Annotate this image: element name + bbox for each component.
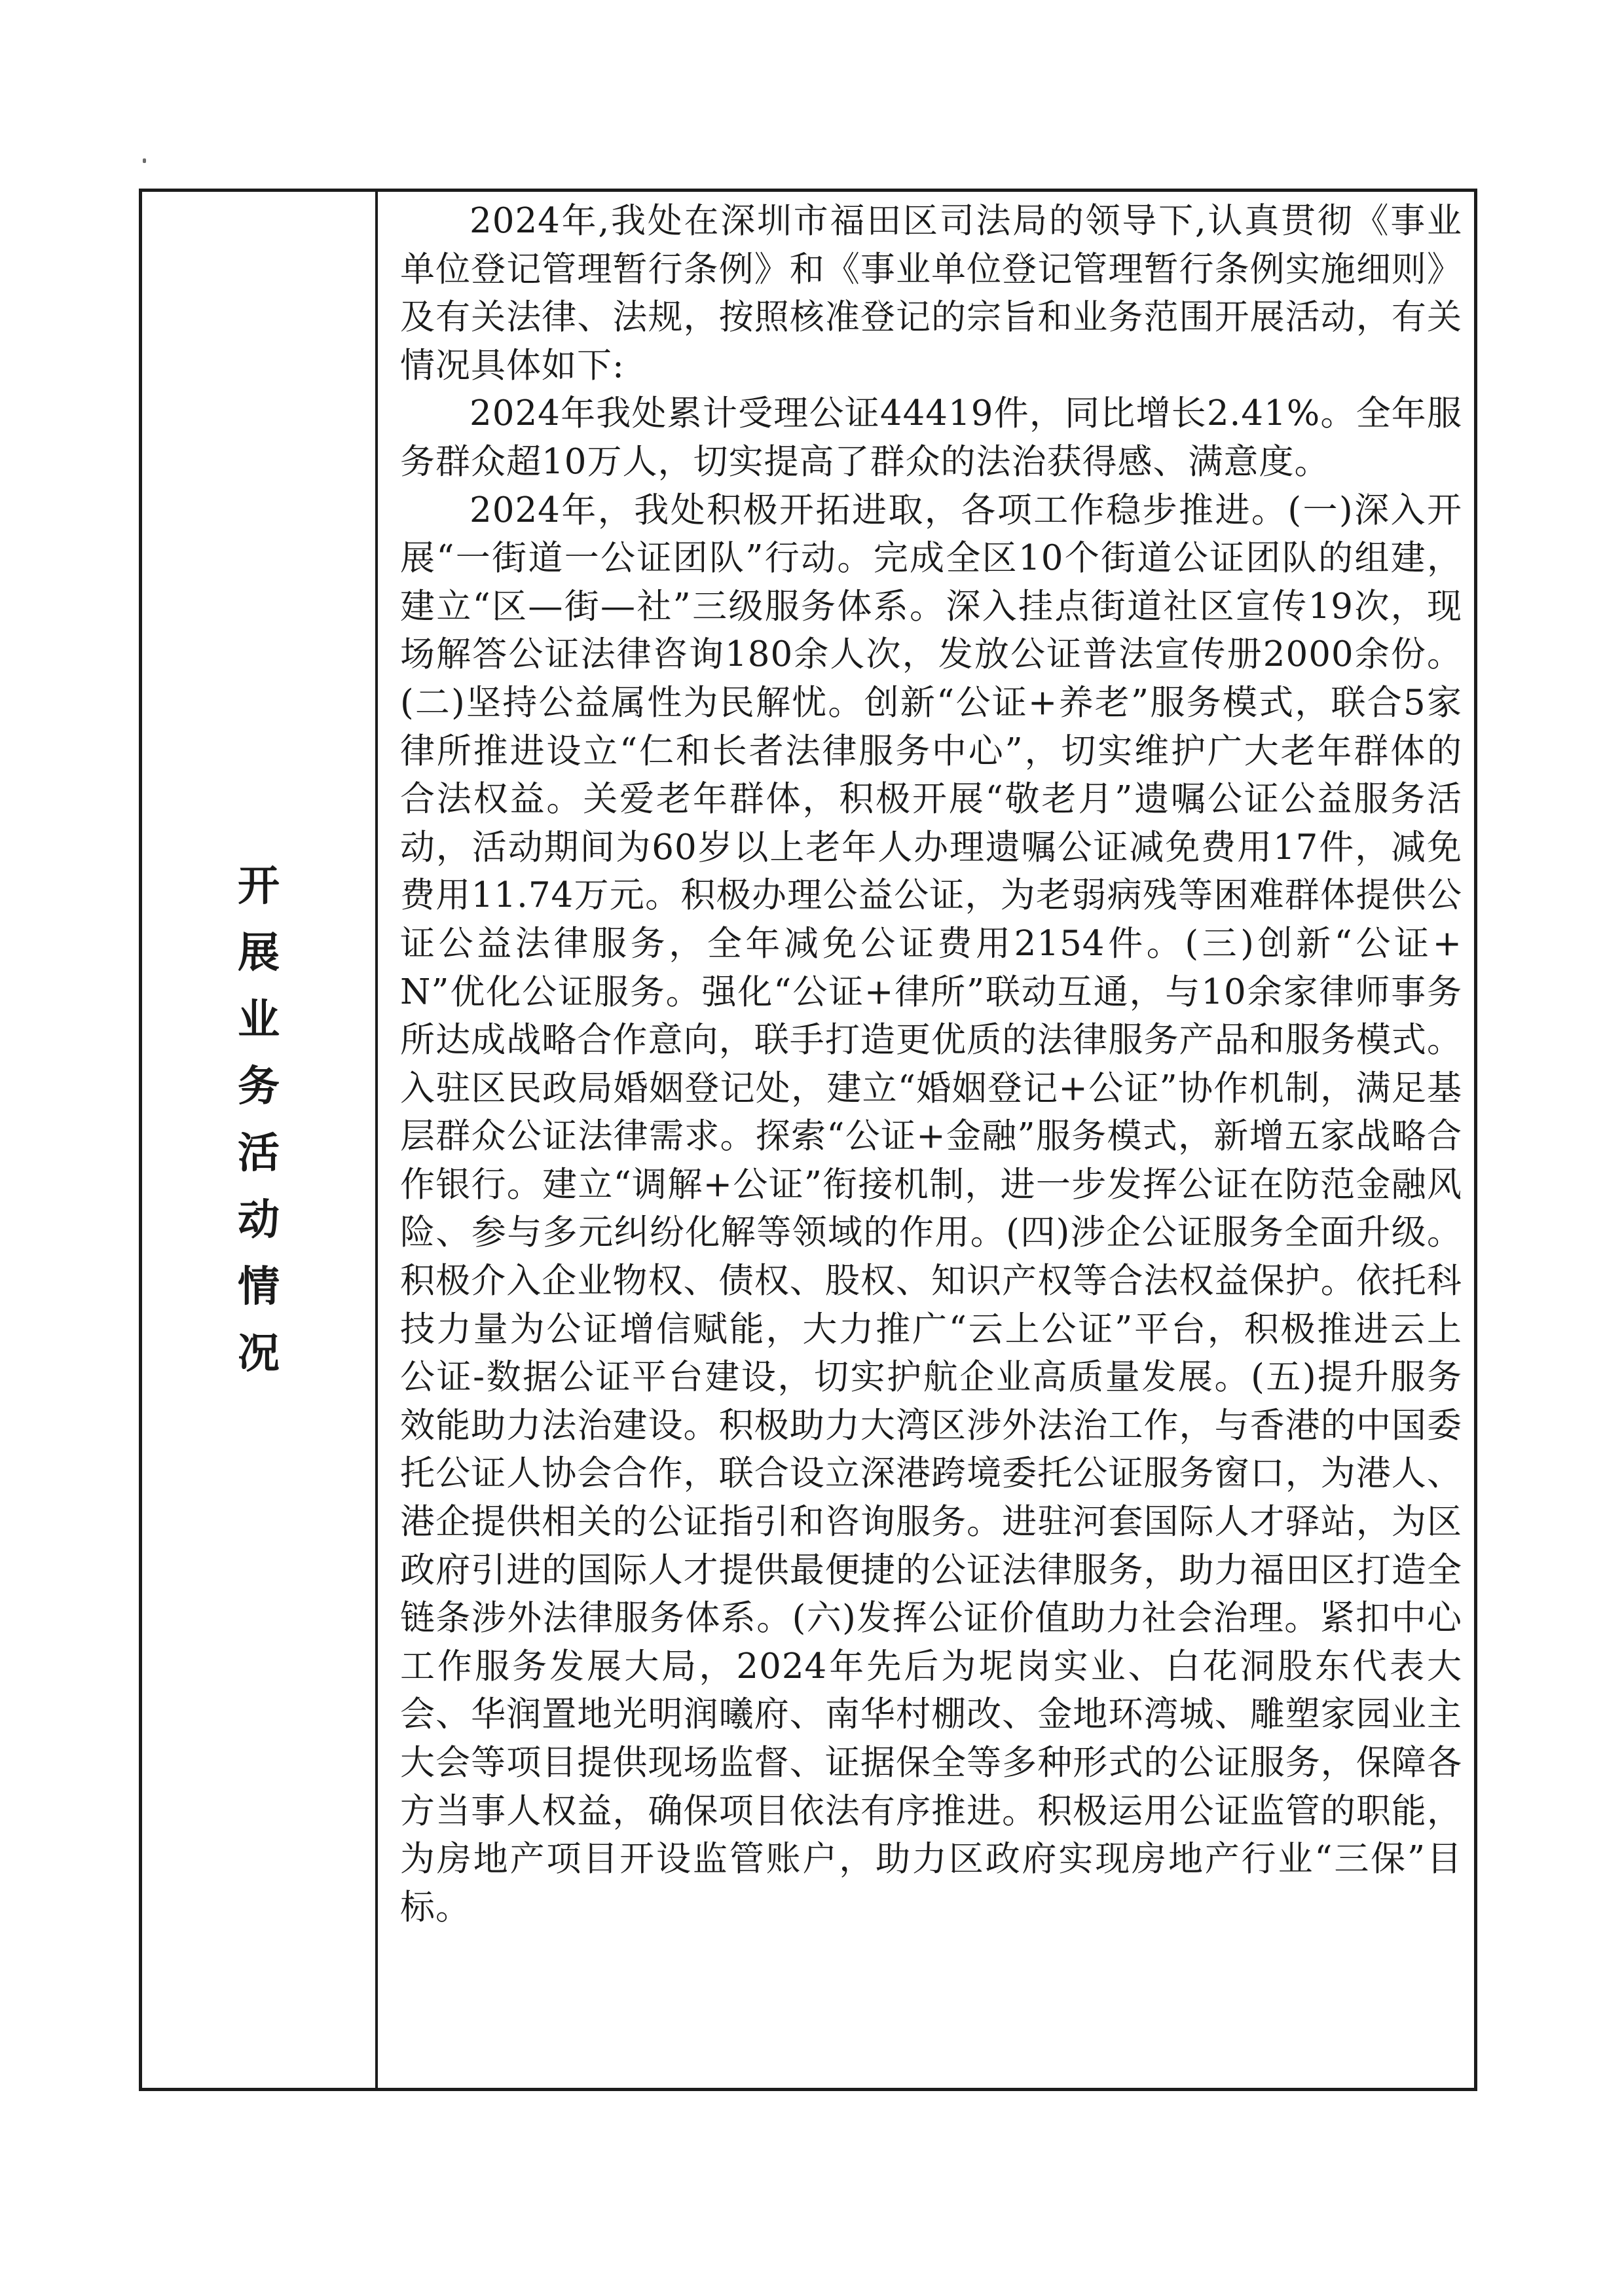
section-label bbox=[238, 862, 280, 1378]
section-label-char: 况 bbox=[238, 1329, 280, 1378]
activity-report-table bbox=[139, 189, 1477, 2091]
section-label-char: 务 bbox=[238, 1062, 280, 1111]
section-label-char: 业 bbox=[238, 995, 280, 1044]
section-label-char: 展 bbox=[238, 928, 280, 977]
section-label-cell bbox=[142, 192, 378, 2088]
section-label-char: 开 bbox=[238, 862, 280, 911]
statistics-paragraph: 2024年我处累计受理公证44419件，同比增长2.41%。全年服务群众超10万人，切实提高了群众的法治获得感、满意度。 bbox=[400, 393, 1462, 482]
scan-artifact bbox=[143, 158, 146, 163]
activity-content-cell bbox=[378, 192, 1474, 2088]
section-label-char: 活 bbox=[238, 1129, 280, 1178]
intro-paragraph: 2024年,我处在深圳市福田区司法局的领导下,认真贯彻《事业单位登记管理暂行条例》和《事业单位登记管理暂行条例实施细则》及有关法律、法规，按照核准登记的宗旨和业务范围开展活动，有关情况具体如下: bbox=[400, 201, 1462, 386]
work-details-paragraph: 2024年，我处积极开拓进取，各项工作稳步推进。(一)深入开展“一街道一公证团队”行动。完成全区10个街道公证团队的组建，建立“区—街—社”三级服务体系。深入挂点街道社区宣传19次，现场解答公证法律咨询180余人次，发放公证普法宣传册2000余份。(二)坚持公益属性为民解忧。创新“公证+养老”服务模式，联合5家律所推进设立“仁和长者法律服务中心”，切实维护广大老年群体的合法权益。关爱老年群体，积极开展“敬老月”遗嘱公证公益服务活动，活动期间为60岁以上老年人办理遗嘱公证减免费用17件，减免费用11.74万元。积极办理公益公证，为老弱病残等困难群体提供公证公益法律服务，全年减免公证费用2154件。(三)创新“公证+N”优化公证服务。强化“公证+律所”联动互通，与10余家律师事务所达成战略合作意向，联手打造更优质的法律服务产品和服务模式。入驻区民政局婚姻登记处，建立“婚姻登记+公证”协作机制，满足基层群众公证法律需求。探索“公证+金融”服务模式，新增五家战略合作银行。建立“调解+公证”衔接机制，进一步发挥公证在防范金融风险、参与多元纠纷化解等领域的作用。(四)涉企公证服务全面升级。积极介入企业物权、债权、股权、知识产权等合法权益保护。依托科技力量为公证增信赋能，大力推广“云上公证”平台，积极推进云上公证-数据公证平台建设，切实护航企业高质量发展。(五)提升服务效能助力法治建设。积极助力大湾区涉外法治工作，与香港的中国委托公证人协会合作，联合设立深港跨境委托公证服务窗口，为港人、港企提供相关的公证指引和咨询服务。进驻河套国际人才驿站，为区政府引进的国际人才提供最便捷的公证法律服务，助力福田区打造全链条涉外法律服务体系。(六)发挥公证价值助力社会治理。紧扣中心工作服务发展大局，2024年先后为坭岗实业、白花洞股东代表大会、华润置地光明润曦府、南华村棚改、金地环湾城、雕塑家园业主大会等项目提供现场监督、证据保全等多种形式的公证服务，保障各方当事人权益，确保项目依法有序推进。积极运用公证监管的职能，为房地产项目开设监管账户，助力区政府实现房地产行业“三保”目标。 bbox=[400, 490, 1462, 1927]
section-label-char: 情 bbox=[238, 1262, 280, 1311]
section-label-char: 动 bbox=[238, 1195, 280, 1245]
